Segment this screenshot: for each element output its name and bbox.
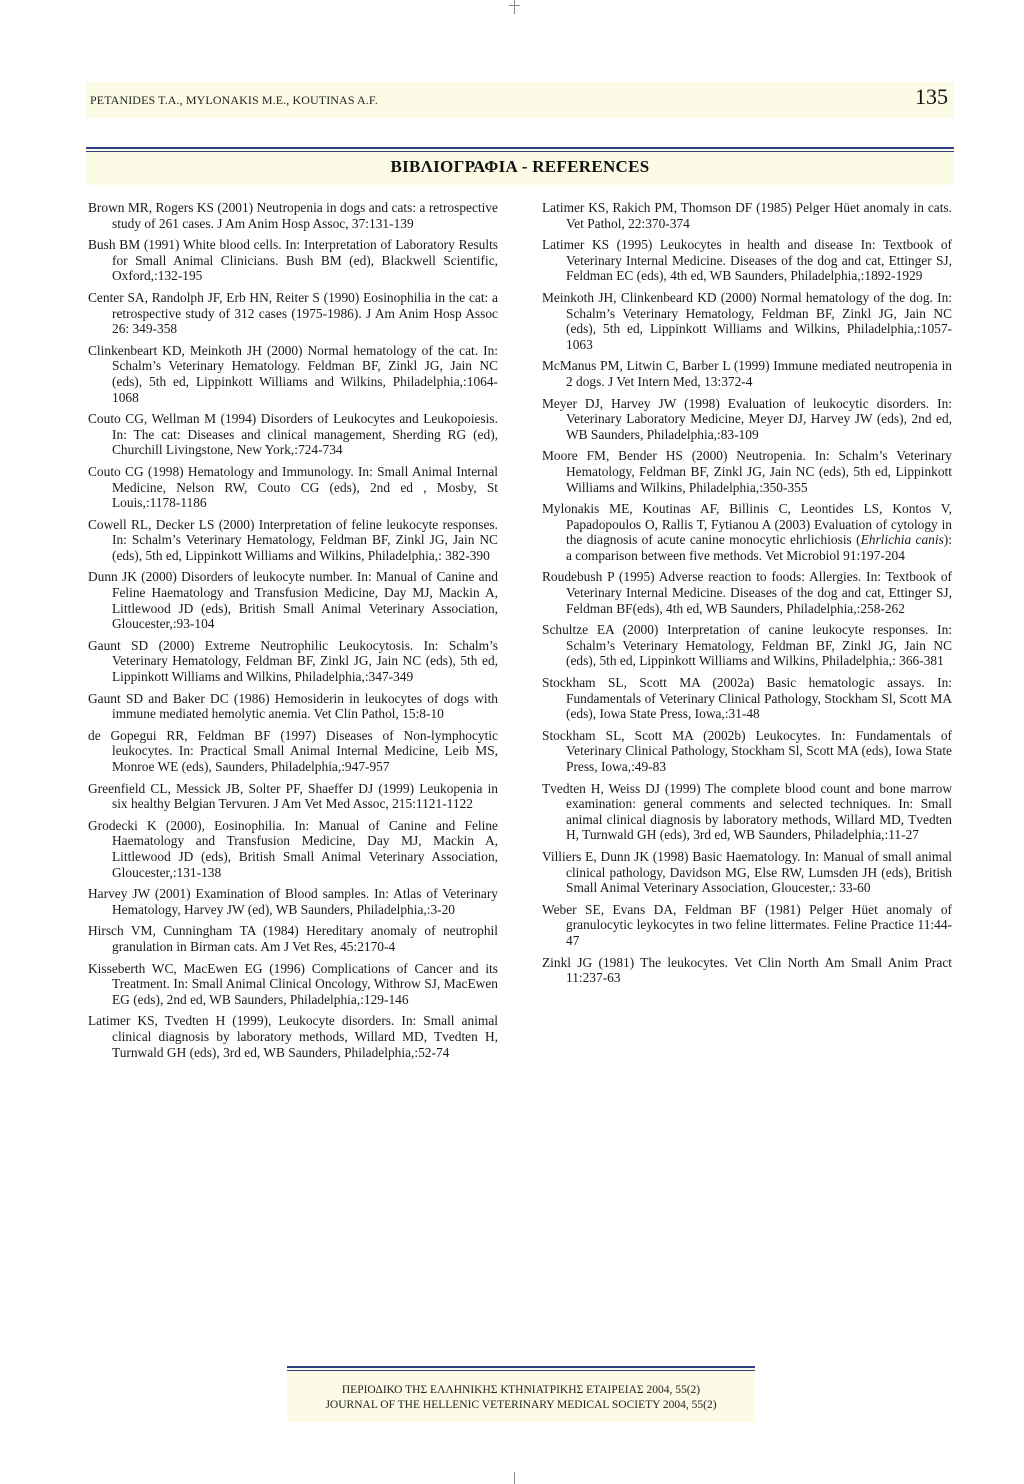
journal-footer: [287, 1366, 755, 1422]
reference-entry: Bush BM (1991) White blood cells. In: Interpretation of Laboratory Results for Small Animal Clinicians. Bush BM (ed), Blackwell Scientific, Oxford,:132-195: [88, 237, 498, 284]
references-heading-bar: [86, 147, 954, 185]
reference-entry: Dunn JK (2000) Disorders of leukocyte number. In: Manual of Canine and Feline Haematology and Transfusion Medicine, Day MJ, Mackin A, Littlewood JD (eds), British Small Animal Veterinary Association, Gloucester,:93-104: [88, 569, 498, 632]
crop-mark-top: [514, 0, 515, 14]
reference-entry: Greenfield CL, Messick JB, Solter PF, Shaeffer DJ (1999) Leukopenia in six healthy Belgian Tervuren. J Am Vet Med Assoc, 215:1121-1122: [88, 780, 498, 812]
reference-entry: Tvedten H, Weiss DJ (1999) The complete blood count and bone marrow examination: general comments and selected techniques. In: Small animal clinical diagnosis by laboratory methods, Willard MD, Tvedten H, Turnwald GH (eds), 3rd ed, WB Saunders, Philadelphia,:11-27: [542, 780, 952, 843]
references-column-right: [542, 200, 952, 992]
footer-rule-thin: [287, 1370, 755, 1371]
reference-entry: de Gopegui RR, Feldman BF (1997) Diseases of Non-lymphocytic leukocytes. In: Practical Small Animal Internal Medicine, Leib MS, Monroe WE (eds), Saunders, Philadelphia,:947-957: [88, 727, 498, 774]
heading-rule-thin: [86, 151, 954, 152]
reference-italic-text: Ehrlichia canis: [860, 532, 944, 548]
footer-rule: [287, 1366, 755, 1368]
reference-entry: Couto CG (1998) Hematology and Immunology. In: Small Animal Internal Medicine, Nelson RW, Couto CG (eds), 2nd ed , Mosby, St Louis,:1178-1186: [88, 463, 498, 511]
footer-journal-english: JOURNAL OF THE HELLENIC VETERINARY MEDICAL SOCIETY 2004, 55(2): [325, 1399, 717, 1411]
reference-entry: Stockham SL, Scott MA (2002a) Basic hematologic assays. In: Fundamentals of Veterinary Clinical Pathology, Stockham Sl, Scott MA (eds), Iowa State Press, Iowa,:31-48: [542, 675, 952, 722]
reference-entry: Latimer KS (1995) Leukocytes in health and disease In: Textbook of Veterinary Internal Medicine. Diseases of the dog and cat, Ettinger SJ, Feldman EC (eds), 4th ed, WB Saunders, Philadelphia,:1892-1929: [542, 237, 952, 284]
reference-entry: Gaunt SD and Baker DC (1986) Hemosiderin in leukocytes of dogs with immune mediated hemolytic anemia. Vet Clin Pathol, 15:8-10: [88, 690, 498, 722]
reference-entry: Harvey JW (2001) Examination of Blood samples. In: Atlas of Veterinary Hematology, Harvey JW (ed), WB Saunders, Philadelphia,:3-20: [88, 886, 498, 917]
footer-journal-greek: ΠΕΡΙΟΔΙΚΟ ΤΗΣ ΕΛΛΗΝΙΚΗΣ ΚΤΗΝΙΑΤΡΙΚΗΣ ΕΤΑΙΡΕΙΑΣ 2004, 55(2): [341, 1384, 701, 1396]
reference-entry: Weber SE, Evans DA, Feldman BF (1981) Pelger Hüet anomaly of granulocytic leykocytes in two feline littermates. Feline Practice 11:44-47: [542, 901, 952, 948]
reference-entry: Latimer KS, Rakich PM, Thomson DF (1985) Pelger Hüet anomaly in cats. Vet Pathol, 22:370-374: [542, 200, 952, 231]
reference-entry: Zinkl JG (1981) The leukocytes. Vet Clin North Am Small Anim Pract 11:237-63: [542, 954, 952, 986]
reference-entry: McManus PM, Litwin C, Barber L (1999) Immune mediated neutropenia in 2 dogs. J Vet Intern Med, 13:372-4: [542, 358, 952, 389]
reference-entry: Latimer KS, Tvedten H (1999), Leukocyte disorders. In: Small animal clinical diagnosis by laboratory methods, Willard MD, Tvedten H, Turnwald GH (eds), 3rd ed, WB Saunders, Philadelphia,:52-74: [88, 1013, 498, 1060]
reference-entry: Kisseberth WC, MacEwen EG (1996) Complications of Cancer and its Treatment. In: Small Animal Clinical Oncology, Withrow SJ, MacEwen EG (eds), 2nd ed, WB Saunders, Philadelphia,:129-146: [88, 960, 498, 1007]
references-title: ΒΙΒΛΙΟΓΡΑΦΙΑ - REFERENCES: [390, 157, 650, 176]
reference-text: Mylonakis ME, Koutinas AF, Billinis C, Leontides LS, Kontos V, Papadopoulos O, Rallis T, Fytianou A (2003) Evaluation of cytology in the diagnosis of acute canine monocytic ehrlichiosis (: [542, 501, 952, 548]
reference-entry: Meinkoth JH, Clinkenbeard KD (2000) Normal hematology of the dog. In: Schalm’s Veterinary Hematology, Feldman BF, Zinkl JG, Jain NC (eds), 5th ed, Lippinkott Williams and Wilkins, Philadelphia,:1057-1063: [542, 289, 952, 352]
reference-entry: Moore FM, Bender HS (2000) Neutropenia. In: Schalm’s Veterinary Hematology, Feldman BF, Zinkl JG, Jain NC (eds), 5th ed, Lippinkott Williams and Wilkins, Philadelphia,:350-355: [542, 448, 952, 495]
reference-entry: Gaunt SD (2000) Extreme Neutrophilic Leukocytosis. In: Schalm’s Veterinary Hematology, Feldman BF, Zinkl JG, Jain NC (eds), 5th ed, Lippinkott Williams and Wilkins, Philadelphia,:347-349: [88, 637, 498, 685]
reference-entry: Brown MR, Rogers KS (2001) Neutropenia in dogs and cats: a retrospective study of 261 cases. J Am Anim Hosp Assoc, 37:131-139: [88, 200, 498, 231]
reference-entry: Villiers E, Dunn JK (1998) Basic Haematology. In: Manual of small animal clinical pathology, Davidson MG, Else RW, Lumsden JH (eds), British Small Animal Veterinary Association, Gloucester,: 33-60: [542, 848, 952, 896]
reference-entry: Grodecki K (2000), Eosinophilia. In: Manual of Canine and Feline Haematology and Transfusion Medicine, Day MJ, Mackin A, Littlewood JD (eds), British Small Animal Veterinary Association, Gloucester,:131-138: [88, 817, 498, 880]
reference-entry: Roudebush P (1995) Adverse reaction to foods: Allergies. In: Textbook of Veterinary Internal Medicine. Diseases of the dog and cat, Ettinger SJ, Feldman BF(eds), 4th ed, WB Saunders, Philadelphia,:258-262: [542, 569, 952, 616]
reference-entry: Center SA, Randolph JF, Erb HN, Reiter S (1990) Eosinophilia in the cat: a retrospective study of 312 cases (1975-1986). J Am Anim Hosp Assoc 26: 349-358: [88, 289, 498, 337]
reference-entry: Hirsch VM, Cunningham TA (1984) Hereditary anomaly of neutrophil granulation in Birman cats. Am J Vet Res, 45:2170-4: [88, 923, 498, 954]
crop-mark-bottom: [514, 1472, 515, 1484]
reference-entry: Couto CG, Wellman M (1994) Disorders of Leukocytes and Leukopoiesis. In: The cat: Diseases and clinical management, Sherding RG (ed), Churchill Livingstone, New York,:724-734: [88, 411, 498, 458]
reference-entry: Cowell RL, Decker LS (2000) Interpretation of feline leukocyte responses. In: Schalm’s Veterinary Hematology, Feldman BF, Zinkl JG, Jain NC (eds), 5th ed, Lippinkott Williams and Wilkins, Philadelphia,: 382-390: [88, 516, 498, 563]
page-number: 135: [915, 84, 948, 109]
heading-rule: [86, 147, 954, 149]
reference-text: ): a comparison between five methods. Vet Microbiol 91:197-204: [566, 532, 952, 563]
references-column-left: [88, 200, 498, 1066]
reference-entry: Schultze EA (2000) Interpretation of canine leukocyte responses. In: Schalm’s Veterinary Hematology, Feldman BF, Zinkl JG, Jain NC (eds), 5th ed, Lippinkott Williams and Wilkins, Philadelphia,: 366-381: [542, 622, 952, 669]
reference-entry: Meyer DJ, Harvey JW (1998) Evaluation of leukocytic disorders. In: Veterinary Laboratory Medicine, Meyer DJ, Harvey JW (eds), 2nd ed, WB Saunders, Philadelphia,:83-109: [542, 395, 952, 442]
reference-entry: Clinkenbeart KD, Meinkoth JH (2000) Normal hematology of the cat. In: Schalm’s Veterinary Hematology. Feldman BF, Zinkl JG, Jain NC (eds), 5th ed, Lippinkott Williams and Wilkins, Philadelphia,:1064-1068: [88, 342, 498, 405]
running-header: [86, 82, 954, 118]
reference-entry: Stockham SL, Scott MA (2002b) Leukocytes. In: Fundamentals of Veterinary Clinical Pathology, Stockham Sl, Scott MA (eds), Iowa State Press, Iowa,:49-83: [542, 727, 952, 774]
reference-entry: [542, 501, 952, 563]
header-authors: PETANIDES T.A., MYLONAKIS M.E., KOUTINAS A.F.: [90, 93, 378, 107]
